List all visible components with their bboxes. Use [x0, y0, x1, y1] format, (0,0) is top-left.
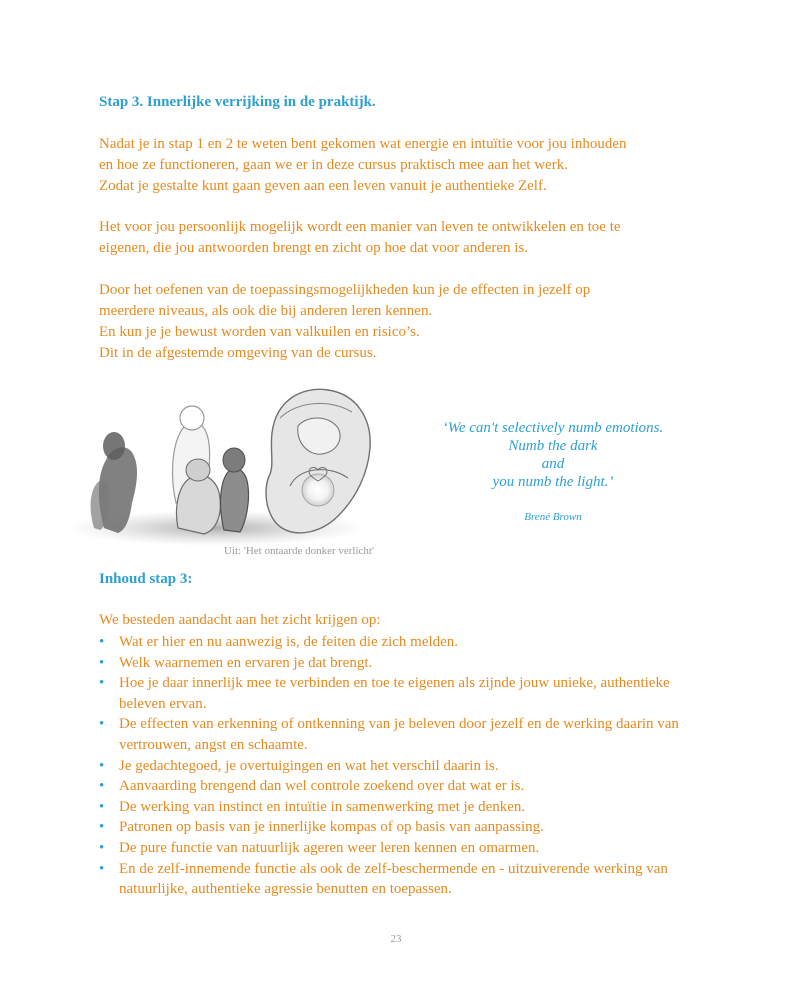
paragraph-3	[99, 280, 590, 364]
page-number: 23	[390, 933, 402, 945]
paragraph-line: meerdere niveaus, als ook die bij anderen leren kennen.	[99, 303, 433, 319]
quote-line: Numb the dark	[508, 438, 598, 454]
list-item-text: Wat er hier en nu aanwezig is, de feiten die zich melden.	[119, 634, 459, 650]
paragraph-line: Het voor jou persoonlijk mogelijk wordt een manier van leven te ontwikkelen en toe te	[99, 219, 621, 235]
paragraph-line: eigenen, die jou antwoorden brengt en zicht op hoe dat voor anderen is.	[99, 240, 529, 256]
bullet-icon: •	[99, 778, 105, 795]
list-item-text: Welk waarnemen en ervaren je dat brengt.	[119, 654, 373, 671]
list-item	[99, 653, 709, 674]
standing-figure	[221, 468, 249, 532]
list-item	[99, 838, 709, 859]
list-item-text: Hoe je daar innerlijk mee te verbinden en toe te eigenen als zijnde jouw unieke, authentieke beleven ervan.	[119, 675, 670, 712]
list-intro: We besteden aandacht aan het zicht krijgen op:	[99, 612, 381, 628]
standing-figure-head	[223, 448, 245, 472]
list-item	[99, 817, 709, 838]
bullet-icon: •	[99, 860, 105, 877]
quote-author: Brené Brown	[524, 511, 582, 523]
list-item	[99, 859, 709, 900]
list-item	[99, 673, 709, 714]
illustration-caption: Uit: 'Het ontaarde donker verlicht'	[224, 545, 374, 557]
paragraph-line: Zodat je gestalte kunt gaan geven aan een leven vanuit je authentieke Zelf.	[99, 178, 547, 194]
list-item	[99, 632, 709, 653]
list-item-text: Aanvaarding brengend dan wel controle zoekend over dat wat er is.	[119, 778, 525, 795]
list-item-text: De werking van instinct en intuïtie in samenwerking met je denken.	[119, 798, 526, 815]
bullet-icon: •	[99, 819, 105, 836]
section-heading: Stap 3. Innerlijke verrijking in de praktijk.	[99, 94, 376, 110]
quote-line: ‘We can't selectively numb emotions.	[442, 420, 664, 436]
quote-line: you numb the light.’	[492, 474, 614, 490]
hooded-figure	[266, 389, 370, 533]
quote-line: and	[541, 456, 565, 472]
bullet-icon: •	[99, 675, 105, 692]
shadow-figure-head	[103, 432, 125, 460]
quote-block	[412, 419, 694, 524]
list-item-text: Je gedachtegoed, je overtuigingen en wat het verschil daarin is.	[119, 757, 499, 774]
sketch-illustration	[66, 378, 402, 554]
content-subheading: Inhoud stap 3:	[99, 571, 193, 587]
list-item	[99, 714, 709, 755]
paragraph-2	[99, 217, 621, 259]
paragraph-1	[99, 134, 627, 197]
bullet-icon: •	[99, 839, 105, 856]
list-item-text: De effecten van erkenning of ontkenning van je beleven door jezelf en de werking daarin van vertrouwen, angst en schaamte.	[119, 716, 679, 753]
list-item	[99, 776, 709, 797]
light-orb	[302, 474, 334, 506]
content-list	[99, 632, 709, 900]
paragraph-line: Dit in de afgestemde omgeving van de cursus.	[99, 345, 377, 361]
seated-figure-head	[186, 459, 210, 481]
list-item	[99, 756, 709, 777]
bullet-icon: •	[99, 716, 105, 733]
list-item	[99, 797, 709, 818]
list-item-text: En de zelf-innemende functie als ook de zelf-beschermende en - uitzuiverende werking van natuurlijke, authentieke agressie benutten en toepassen.	[119, 860, 668, 898]
bullet-icon: •	[99, 654, 105, 671]
bullet-icon: •	[99, 634, 105, 650]
list-item-text: Patronen op basis van je innerlijke kompas of op basis van aanpassing.	[119, 819, 544, 836]
list-item-text: De pure functie van natuurlijk ageren weer leren kennen en omarmen.	[119, 839, 540, 856]
paragraph-line: Nadat je in stap 1 en 2 te weten bent gekomen wat energie en intuïtie voor jou inhouden	[99, 136, 627, 152]
bullet-icon: •	[99, 798, 105, 815]
light-figure-head	[180, 406, 204, 430]
bullet-icon: •	[99, 757, 105, 774]
paragraph-line: En kun je je bewust worden van valkuilen en risico’s.	[99, 324, 420, 340]
paragraph-line: Door het oefenen van de toepassingsmogelijkheden kun je de effecten in jezelf op	[99, 282, 591, 298]
paragraph-line: en hoe ze functioneren, gaan we er in deze cursus praktisch mee aan het werk.	[99, 157, 568, 173]
